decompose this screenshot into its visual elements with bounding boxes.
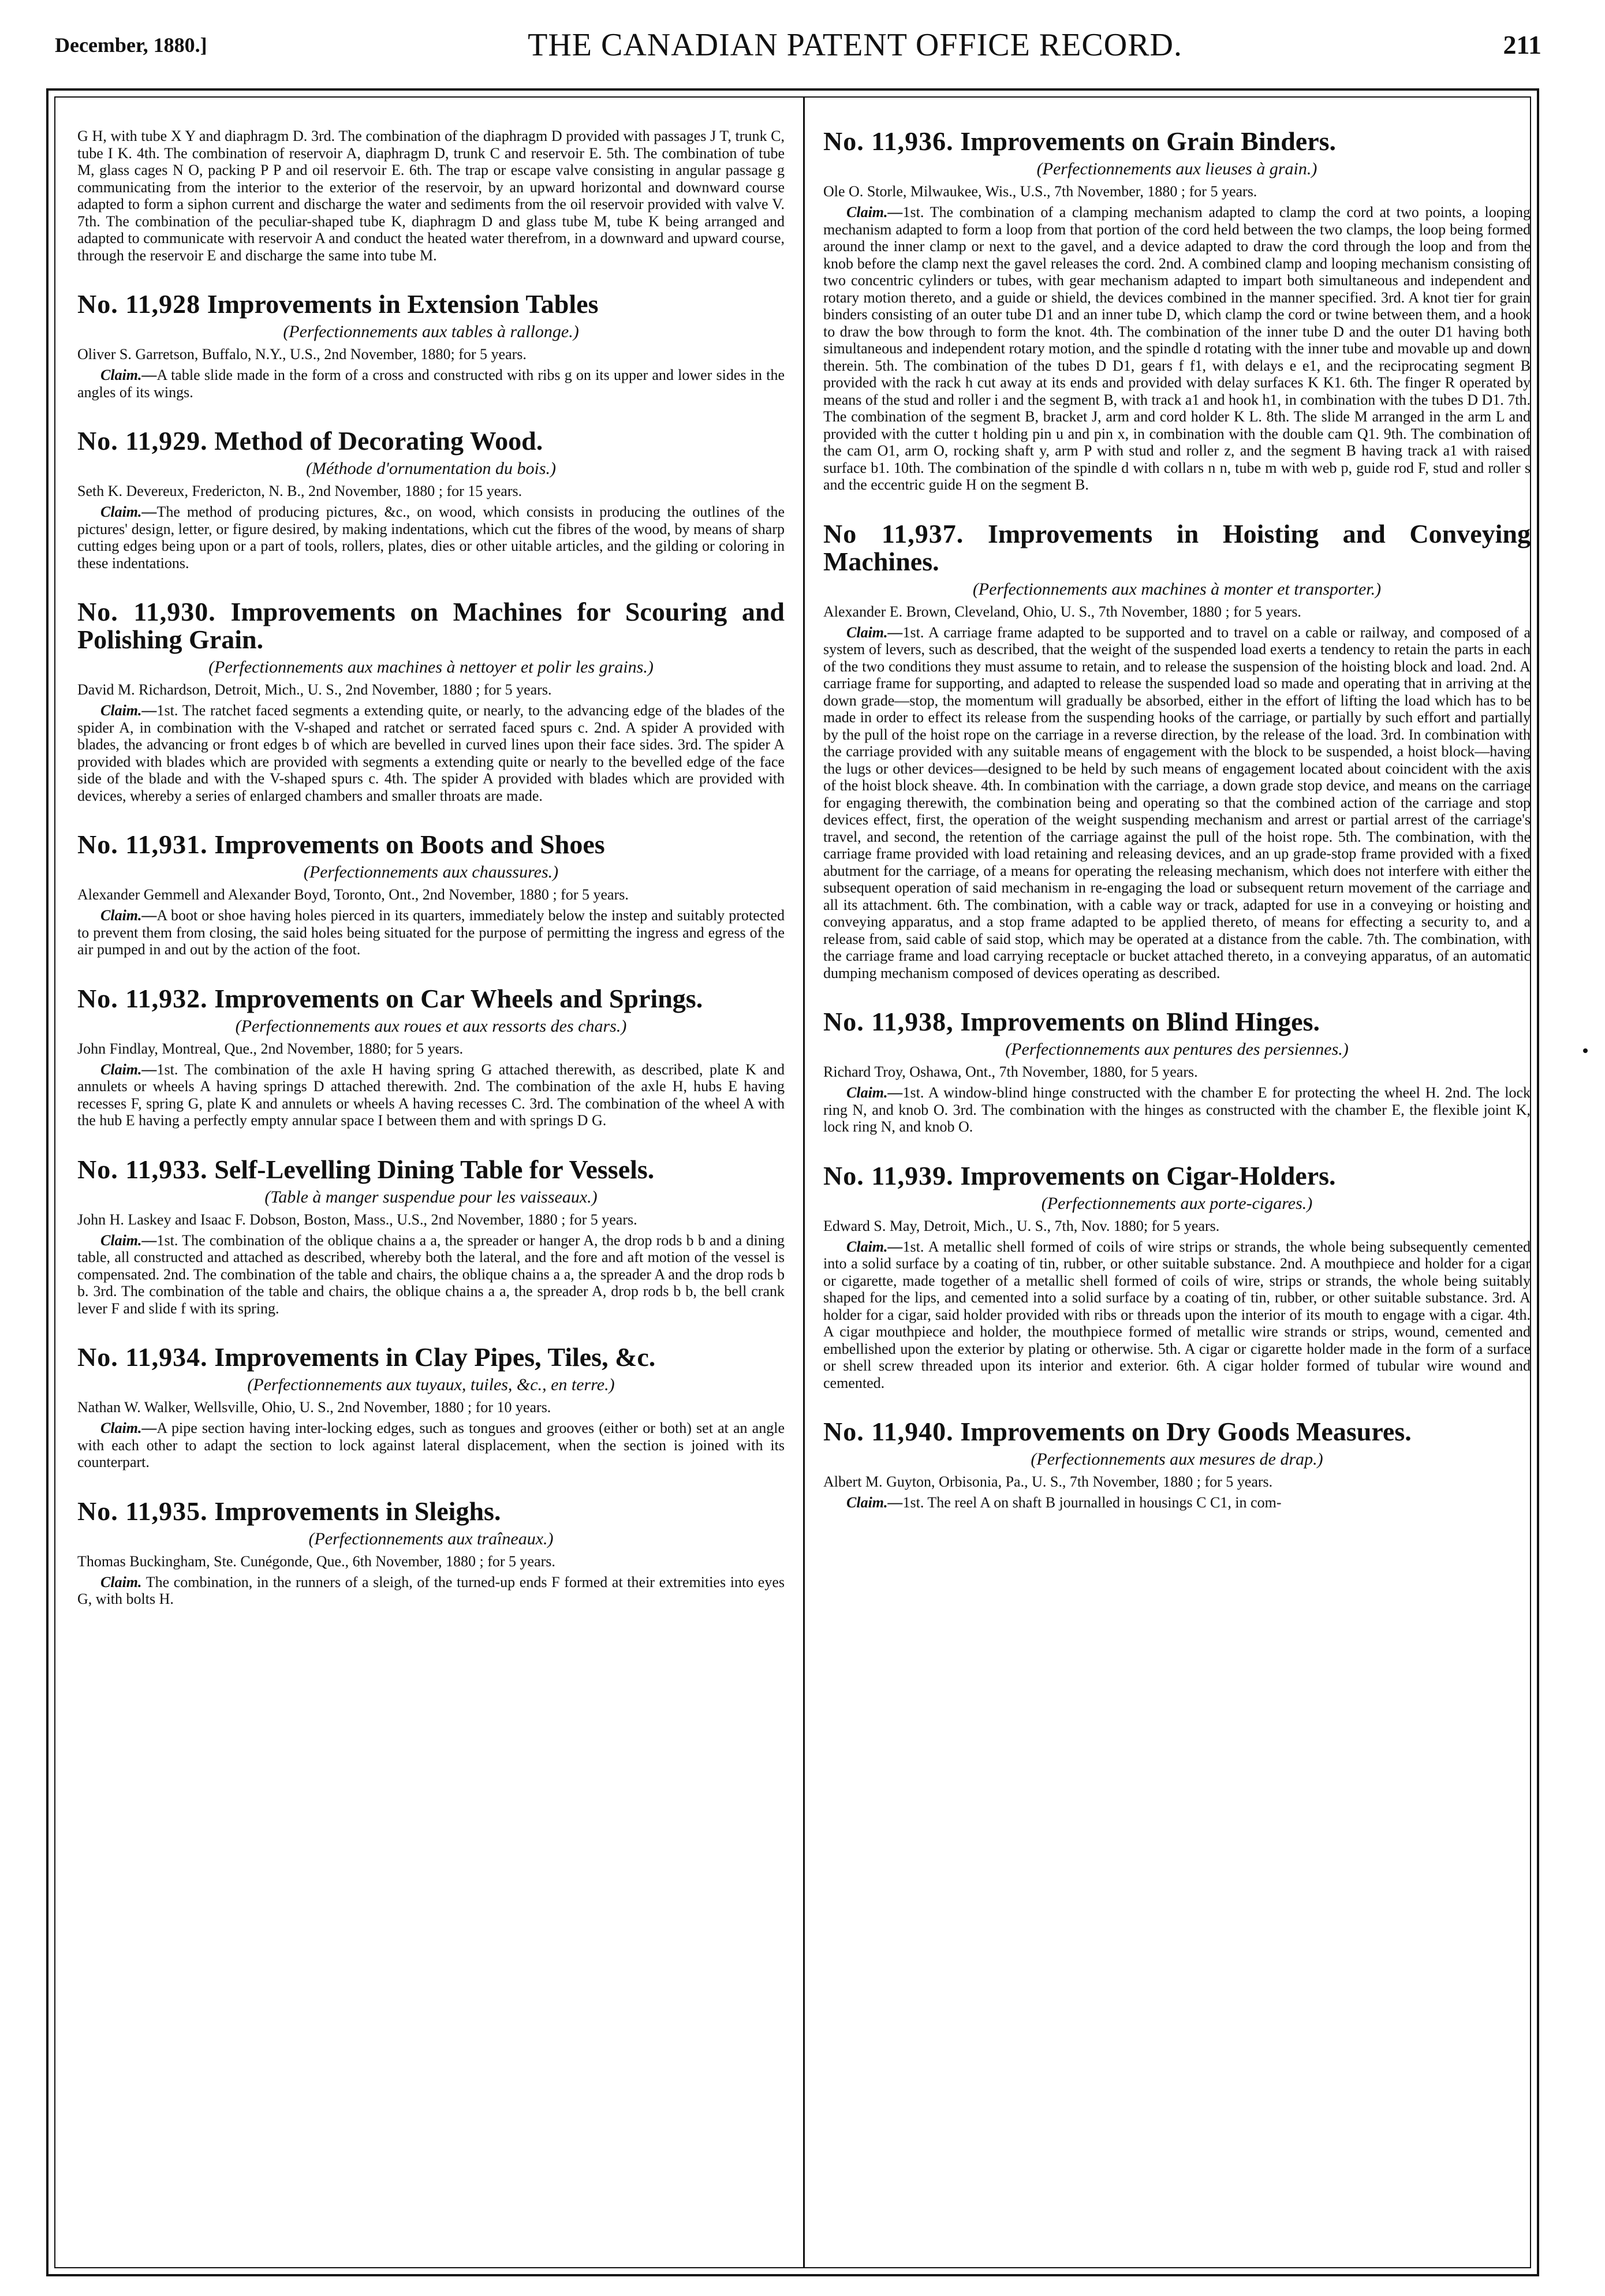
inventor-line: Alexander Gemmell and Alexander Boyd, Toronto, Ont., 2nd November, 1880 ; for 5 years. <box>77 886 629 903</box>
claim-label: Claim.— <box>846 624 903 641</box>
claim-text: 1st. A metallic shell formed of coils of wire strips or strands, the whole being subsequently cemented into a solid surface by a coating of tin, rubber, or other suitable substance. 2nd. A mouthpiece and holder for a cigar or cigarette, made together of a metallic shell formed of coils of wire, strips or strands, the whole being suitably shaped for the lips, and cemented into a solid surface by a coating of tin, rubber, or other suitable substance. 3rd. A holder for a cigar, said holder provided with ribs or threads upon the interior of its mouth to engage with a cigar. 4th. A cigar mouthpiece and holder, the mouthpiece formed of metallic wire strands or strips, wound, cemented and embellished upon the exterior by plating or otherwise. 5th. A cigar or cigarette holder made in the form of a surface or shell screw threaded upon its interior and exterior. 6th. A cigar holder formed of tubular wire wound and cemented. <box>823 1238 1531 1391</box>
patent-number: No. 11,930. <box>77 597 216 626</box>
patent-title: Improvements on Dry Goods Measures. <box>960 1417 1412 1446</box>
inventor-line: Edward S. May, Detroit, Mich., U. S., 7th, Nov. 1880; for 5 years. <box>823 1217 1220 1234</box>
patent-heading <box>823 128 1531 155</box>
patent-heading <box>77 1156 785 1184</box>
inventor-line: Oliver S. Garretson, Buffalo, N.Y., U.S., 2nd November, 1880; for 5 years. <box>77 346 527 363</box>
patent-entry <box>823 1008 1531 1136</box>
patent-number: No. 11,928 <box>77 289 201 319</box>
french-title: (Perfectionnements aux tables à rallonge.) <box>283 322 579 341</box>
claim-text: The combination, in the runners of a sleigh, of the turned-up ends F formed at their extremities into eyes G, with bolts H. <box>77 1573 785 1607</box>
inventor-line: Thomas Buckingham, Ste. Cunégonde, Que., 6th November, 1880 ; for 5 years. <box>77 1552 555 1570</box>
claim-text: A table slide made in the form of a cross and constructed with ribs g on its upper and lower sides in the angles of its wings. <box>77 367 785 401</box>
french-title: (Perfectionnements aux roues et aux ressorts des chars.) <box>235 1016 627 1036</box>
claim-text: The method of producing pictures, &c., on wood, which consists in producing the outlines of the pictures' design, letter, or figure desired, by making indentations, which cut the fibres of the wood, by means of sharp cutting edges being upon or a part of tools, rollers, plates, dies or other uitable articles, and the gilding or coloring in these indentations. <box>77 503 785 572</box>
patent-heading <box>823 520 1531 576</box>
patent-title: Improvements on Grain Binders. <box>960 128 1337 156</box>
claim-paragraph <box>77 702 785 804</box>
patent-title: Improvements in Sleighs. <box>214 1496 501 1526</box>
french-title: (Perfectionnements aux porte-cigares.) <box>1041 1193 1313 1213</box>
patent-title: Improvements on Cigar-Holders. <box>960 1160 1336 1190</box>
claim-paragraph <box>77 907 785 958</box>
claim-text: A pipe section having inter-locking edges, such as tongues and grooves (either or both) set at an angle with each other to adapt the section to lock against lateral displacement, when the section is joined with its counterpart. <box>77 1420 785 1470</box>
inventor-line: Nathan W. Walker, Wellsville, Ohio, U. S., 2nd November, 1880 ; for 10 years. <box>77 1399 551 1416</box>
patent-number: No. 11,940. <box>823 1417 954 1446</box>
claim-label: Claim.— <box>100 1061 157 1078</box>
patent-entry <box>77 427 785 572</box>
patent-number: No. 11,932. <box>77 983 208 1013</box>
patent-title: Improvements in Hoisting and Conveying Machines. <box>823 518 1531 576</box>
right-column <box>823 128 1531 2244</box>
running-head <box>55 23 1541 66</box>
claim-paragraph <box>77 503 785 572</box>
patent-entry <box>77 290 785 401</box>
patent-title: Improvements on Car Wheels and Springs. <box>214 983 703 1013</box>
patent-heading <box>823 1008 1531 1036</box>
patent-title: Self-Levelling Dining Table for Vessels. <box>214 1154 655 1184</box>
patent-heading <box>77 985 785 1013</box>
patent-number: No. 11,938, <box>823 1007 954 1036</box>
french-title: (Méthode d'ornumentation du bois.) <box>305 459 557 478</box>
patent-entry <box>77 985 785 1129</box>
french-title: (Perfectionnements aux mesures de drap.) <box>1031 1450 1323 1469</box>
claim-text: A boot or shoe having holes pierced in its quarters, immediately below the instep and suitably protected to prevent them from closing, the said holes being situated for the purpose of permitting the ingress and egress of the air pumped in and out by the action of the foot. <box>77 907 785 958</box>
french-title: (Perfectionnements aux machines à nettoyer et polir les grains.) <box>208 658 654 677</box>
french-title: (Perfectionnements aux traîneaux.) <box>308 1529 554 1548</box>
patent-heading <box>77 290 785 318</box>
claim-label: Claim.— <box>846 1238 903 1255</box>
french-title: (Perfectionnements aux lieuses à grain.) <box>1036 159 1317 178</box>
claim-paragraph <box>77 1420 785 1471</box>
claim-label: Claim.— <box>100 1420 157 1436</box>
claim-text: 1st. The combination of the oblique chains a a, the spreader or hanger A, the drop rods b b and a dining table, all constructed and attached as described, whereby both the lateral, and the fore and aft motion of the vessel is compensated. 2nd. The combination of the table and chairs, the oblique chains a a, the spreader A and the drop rods b b. 3rd. The combination of the table and chairs, the oblique chains a a, the spreader A, drop rods b b, the bell crank lever F and slide f with its spring. <box>77 1231 785 1317</box>
patent-number: No. 11,934. <box>77 1342 208 1372</box>
claim-text: 1st. The ratchet faced segments a extending quite, or nearly, to the advancing edge of the blades of the spider A, in combination with the V-shaped and ratchet or serrated faced spurs c. 2nd. A spider A provided with blades, the advancing or front edges b of which are bevelled in curved lines upon their face sides. 3rd. The spider A provided with blades which are provided with segments a extending quite or nearly to the bevelled edge of the face side of the blade and with the V-shaped spurs c. 4th. The spider A provided with blades which are provided with devices, whereby a series of enlarged chambers and smaller throats are made. <box>77 702 785 804</box>
patent-entry <box>77 1343 785 1471</box>
inventor-line: Ole O. Storle, Milwaukee, Wis., U.S., 7th November, 1880 ; for 5 years. <box>823 183 1257 200</box>
patent-heading <box>77 598 785 654</box>
patent-heading <box>77 831 785 858</box>
claim-label: Claim.— <box>100 1231 157 1249</box>
patent-entry <box>77 1498 785 1608</box>
patent-title: Method of Decorating Wood. <box>214 426 543 456</box>
claim-label: Claim.— <box>846 204 903 221</box>
claim-text: 1st. The combination of a clamping mechanism adapted to clamp the cord at two points, a looping mechanism adapted to form a loop from that portion of the cord held between the two clamps, the loop being formed around the inner clamp or next to the gavel, and a device adapted to draw the cord through the loop and from the knob before the clamp next the gavel releases the cord. 2nd. A combined clamp and looping mechanism consisting of two concentric cylinders or tubes, with gear mechanism adapted to impart both simultaneous and independent and rotary motion thereto, and a guide or shield, the devices combined in the manner specified. 3rd. A knot tier for grain binders consisting of an outer tube D1 and an inner tube D, which clamp the cord or twine between them, and a hook to draw the bow through to form the knot. 4th. The combination of the inner tube D and the outer D1 having both simultaneous and independent rotary motion, and the spindle d rotating with the inner tube and movable up and down therein. 5th. The combination of the tubes D D1, gears f f1, with delays e e1, and the reciprocating segment B provided with the rack h cut away at its ends and provided with delay surfaces K K1. 6th. The finger R operated by means of the stud and roller i and the segment B, with track a1 and hook h1, in combination with the tubes D D1. 7th. The combination of the segment B, bracket J, arm and cord holder K L. 8th. The slide M arranged in the arm L and provided with the cutter t holding pin u and pin x, in combination with the double cam Q1. 9th. The combination of the cam O1, arm O, rocking shaft y, arm P with stud and roller z, and the segment B having track a1 with raised surface b1. 10th. The combination of the spindle d with collars n n, tube m with web p, guide rod F, stud and roller s and the eccentric guide H on the segment B. <box>823 204 1531 493</box>
patent-number: No. 11,935. <box>77 1496 208 1526</box>
french-title: (Table à manger suspendue pour les vaisseaux.) <box>264 1187 598 1207</box>
patent-heading <box>823 1162 1531 1190</box>
claim-label: Claim.— <box>100 503 157 520</box>
inner-frame <box>54 96 1531 2268</box>
inventor-line: John H. Laskey and Isaac F. Dobson, Boston, Mass., U.S., 2nd November, 1880 ; for 5 years. <box>77 1211 637 1228</box>
inventor-line: David M. Richardson, Detroit, Mich., U. S., 2nd November, 1880 ; for 5 years. <box>77 681 552 698</box>
patent-number: No. 11,939. <box>823 1160 954 1190</box>
patent-heading <box>77 427 785 455</box>
patent-title: Improvements on Blind Hinges. <box>960 1007 1320 1036</box>
patent-entry <box>823 1162 1531 1392</box>
french-title: (Perfectionnements aux tuyaux, tuiles, &c., en terre.) <box>247 1375 615 1394</box>
patent-number: No. 11,931. <box>77 830 208 859</box>
claim-paragraph <box>823 204 1531 494</box>
patent-entry <box>823 128 1531 494</box>
inventor-line: Albert M. Guyton, Orbisonia, Pa., U. S., 7th November, 1880 ; for 5 years. <box>823 1473 1273 1490</box>
claim-paragraph <box>823 1084 1531 1136</box>
claim-paragraph <box>77 1232 785 1317</box>
patent-number: No. 11,936. <box>823 128 954 156</box>
claim-paragraph <box>77 1061 785 1129</box>
claim-text: 1st. A carriage frame adapted to be supported and to travel on a cable or railway, and composed of a system of levers, such as described, that the weight of the suspended load exerts a tendency to retain the parts in each of the two conditions they must assume to retain, and to release the suspension of the hoisting block and load. 2nd. A carriage frame for supporting, and adapted to release the suspended load so made and operating that in arriving at the down grade—stop, the momentum will gradually be absorbed, either in the effort of lifting the load which has to be made in order to effect its release from the suspending hooks of the carriage, or partially by such effort and partially by the pull of the hoist rope on the carriage in a reverse direction, by the release of the load. 3rd. In combination with the carriage provided with any suitable means of engagement with the block to be suspended, a hoist block—having the lugs or other devices—designed to be held by such means of engagement located about coincident with the axis of the hoist block sheave. 4th. In combination with the carriage, a down grade stop device, and means on the carriage for engaging therewith, the combination being and operating so that the combined action of the carriage and stop devices effect, first, the operation of the weight suspending mechanism and arrest or partial arrest of the carriage's travel, and second, the retention of the carriage against the pull of the hoist rope. 5th. The combination, with the carriage frame provided with load retaining and releasing devices, and an up grade-stop frame provided with a fixed abutment for the carriage, of a means for operating the releasing mechanism, which does not interfere with either the subsequent operation of said mechanism in re-engaging the load or subsequent return movement of the carriage and all its attachment. 6th. The combination, with a cable way or track, adapted for use in a conveying or hoisting and conveying apparatus, and a stop frame adapted to be applied thereto, of means for effecting a security to, and a release from, said cable of said stop, which may be operated at a distance from the cable. 7th. The combination, with the carriage frame and load carrying receptacle or bucket attached thereto, in a conveying apparatus, of an automatic dumping mechanism composed of devices operating as described. <box>823 624 1531 981</box>
patent-title: Improvements on Boots and Shoes <box>214 830 605 859</box>
inventor-line: John Findlay, Montreal, Que., 2nd November, 1880; for 5 years. <box>77 1040 464 1057</box>
claim-paragraph <box>823 624 1531 982</box>
left-column <box>77 128 785 2244</box>
claim-text: 1st. A window-blind hinge constructed with the chamber E for protecting the wheel H. 2nd. The lock ring N, and knob O. 3rd. The combination with the hinges as constructed with the chamber E, the flexible joint K, lock ring N, and knob O. <box>823 1084 1531 1135</box>
page-number: 211 <box>1503 30 1541 59</box>
page-frame <box>46 88 1539 2276</box>
patent-entry <box>77 598 785 804</box>
continued-claim-text: G H, with tube X Y and diaphragm D. 3rd. The combination of the diaphragm D provided with passages J T, trunk C, tube I K. 4th. The combination of reservoir A, diaphragm D, trunk C and reservoir E. 5th. The combination of tube M, glass cages N O, packing P P and oil reservoir E. 6th. The trap or escape valve consisting in angular passage g communicating from the interior to the exterior of the reservoir, by an upward horizontal and downward course adapted to form a siphon current and discharge the water and sediments from the oil reservoir provided with valve V. 7th. The combination of the peculiar-shaped tube K, diaphragm D and glass tube M, tube K being arranged and adapted to communicate with reservoir A and conduct the heated water therefrom, in a downward and upward course, through the reservoir E and discharge the same into tube M. <box>77 128 785 264</box>
inventor-line: Alexander E. Brown, Cleveland, Ohio, U. S., 7th November, 1880 ; for 5 years. <box>823 603 1301 620</box>
claim-label: Claim.— <box>846 1084 903 1101</box>
claim-text: 1st. The reel A on shaft B journalled in housings C C1, in com- <box>902 1494 1282 1511</box>
claim-label: Claim.— <box>100 702 157 719</box>
patent-number: No. 11,933. <box>77 1154 208 1184</box>
patent-title: Improvements on Machines for Scouring and Polishing Grain. <box>77 597 785 654</box>
inventor-line: Seth K. Devereux, Fredericton, N. B., 2nd November, 1880 ; for 15 years. <box>77 483 522 499</box>
patent-heading <box>77 1498 785 1525</box>
patent-number: No 11,937. <box>823 518 964 548</box>
patent-heading <box>77 1343 785 1371</box>
claim-paragraph <box>77 367 785 401</box>
patent-entry <box>823 1418 1531 1511</box>
column-divider <box>803 98 805 2267</box>
patent-entry <box>77 1156 785 1317</box>
claim-label: Claim.— <box>100 907 157 924</box>
patent-heading <box>823 1418 1531 1446</box>
publication-title: THE CANADIAN PATENT OFFICE RECORD. <box>528 27 1182 63</box>
claim-paragraph <box>823 1238 1531 1392</box>
margin-speck <box>1583 1048 1588 1053</box>
patent-title: Improvements in Clay Pipes, Tiles, &c. <box>214 1342 656 1372</box>
inventor-line: Richard Troy, Oshawa, Ont., 7th November, 1880, for 5 years. <box>823 1063 1198 1080</box>
patent-number: No. 11,929. <box>77 426 208 456</box>
patent-entry <box>823 520 1531 982</box>
claim-text: 1st. The combination of the axle H having spring G attached therewith, as described, plate K and annulets or wheels A having springs D attached therewith. 2nd. The combination of the axle H, hubs E having recesses F, spring G, plate K and annulets or wheels A having recesses C. 3rd. The combination of the wheel A with the hub E having a perfectly empty annular space I between them and with springs D G. <box>77 1061 785 1129</box>
claim-label: Claim.— <box>846 1494 903 1511</box>
claim-label: Claim.— <box>100 367 157 383</box>
claim-label: Claim. <box>100 1573 142 1591</box>
french-title: (Perfectionnements aux machines à monter et transporter.) <box>972 579 1382 599</box>
patent-title: Improvements in Extension Tables <box>207 289 599 319</box>
french-title: (Perfectionnements aux pentures des persiennes.) <box>1005 1040 1349 1059</box>
claim-paragraph <box>77 1574 785 1608</box>
issue-date: December, 1880.] <box>55 33 207 57</box>
claim-paragraph <box>823 1494 1531 1511</box>
french-title: (Perfectionnements aux chaussures.) <box>303 863 559 882</box>
patent-entry <box>77 831 785 958</box>
